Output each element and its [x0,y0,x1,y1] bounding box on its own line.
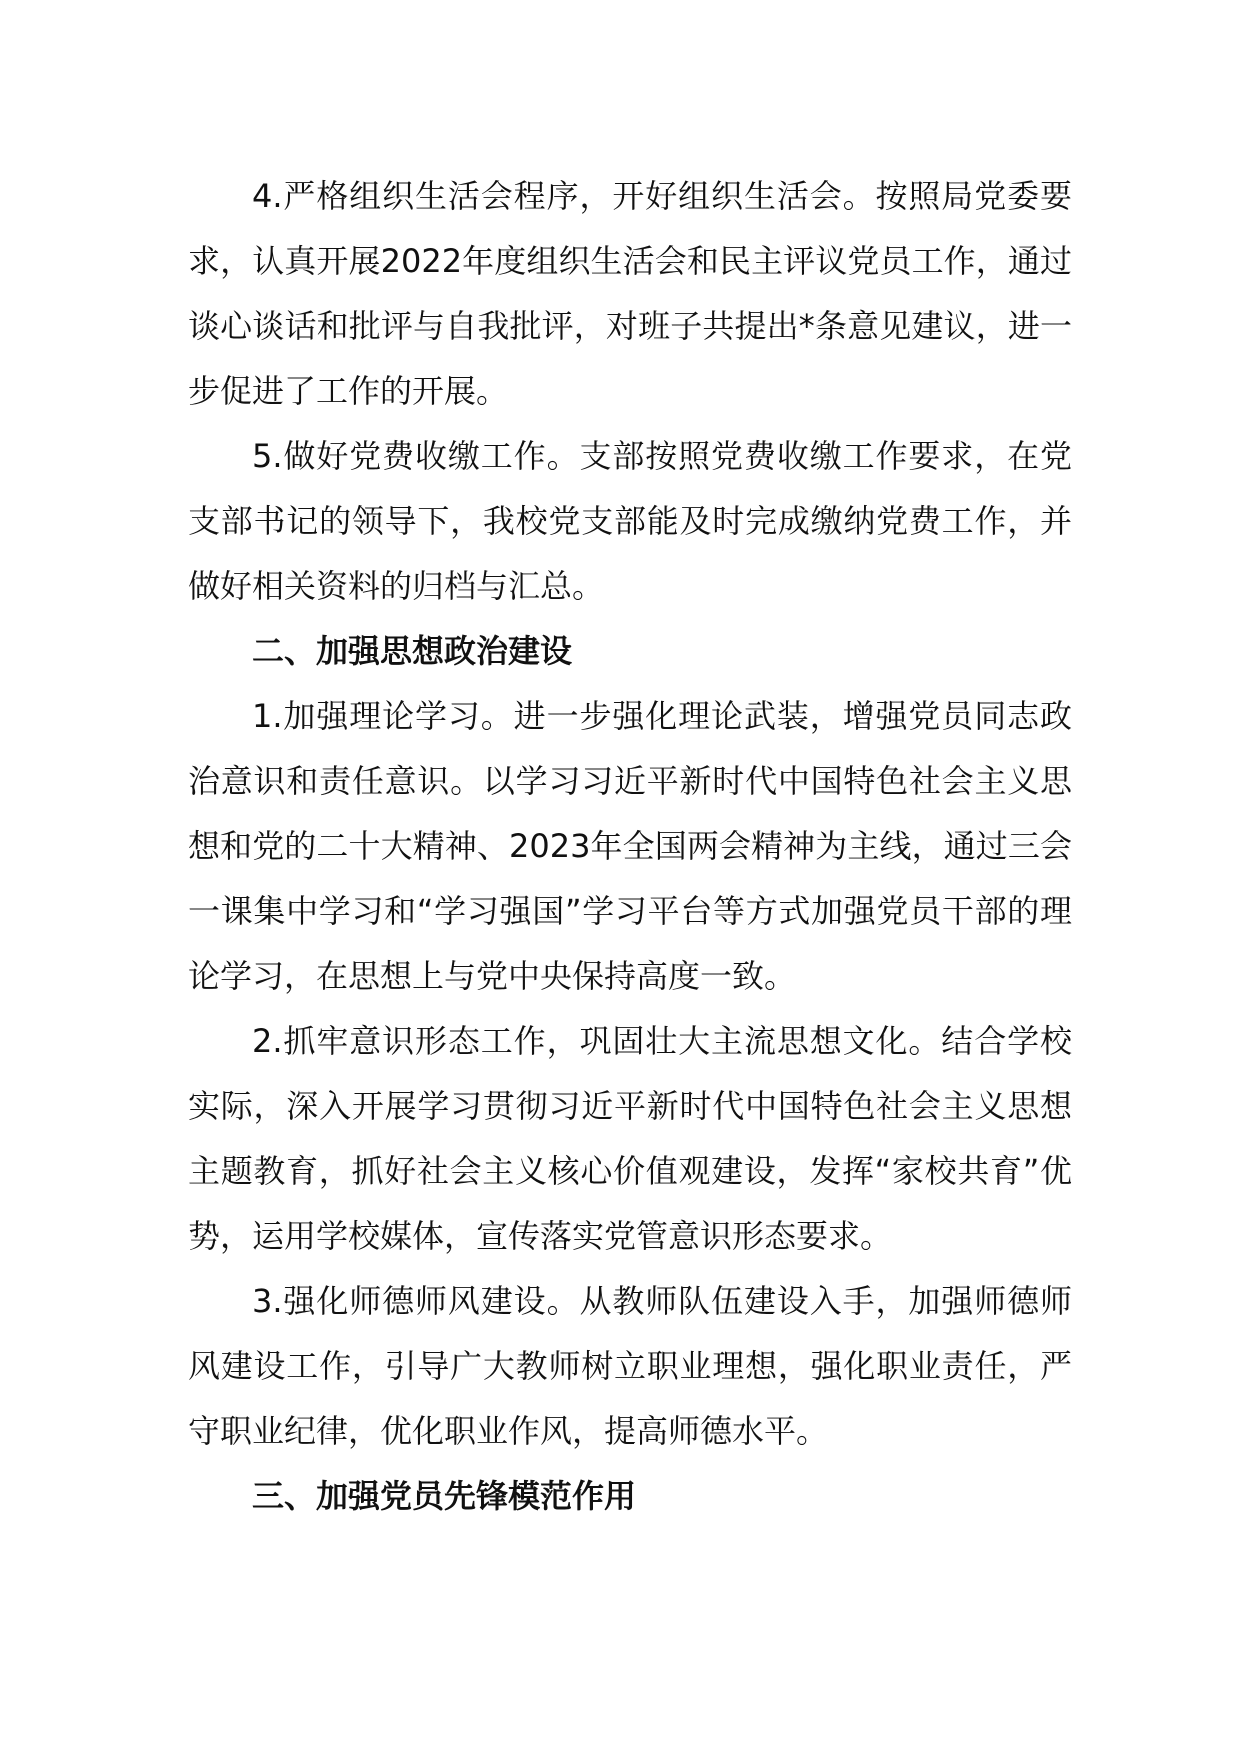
paragraph-teacher-ethics: 3.强化师德师风建设。从教师队伍建设入手，加强师德师风建设工作，引导广大教师树立职业理想，强化职业责任，严守职业纪律，优化职业作风，提高师德水平。 [188,1282,1072,1450]
paragraph-party-dues: 5.做好党费收缴工作。支部按照党费收缴工作要求，在党支部书记的领导下，我校党支部能及时完成缴纳党费工作，并做好相关资料的归档与汇总。 [188,437,1072,605]
document-body [188,164,1072,1529]
paragraph-ideology-work: 2.抓牢意识形态工作，巩固壮大主流思想文化。结合学校实际，深入开展学习贯彻习近平新时代中国特色社会主义思想主题教育，抓好社会主义核心价值观建设，发挥“家校共育”优势，运用学校媒体，宣传落实党管意识形态要求。 [188,1022,1072,1255]
heading-ideological-political-construction: 二、加强思想政治建设 [252,632,573,670]
paragraph-theory-study: 1.加强理论学习。进一步强化理论武装，增强党员同志政治意识和责任意识。以学习习近平新时代中国特色社会主义思想和党的二十大精神、2023年全国两会精神为主线，通过三会一课集中学习和“学习强国”学习平台等方式加强党员干部的理论学习，在思想上与党中央保持高度一致。 [188,697,1072,995]
heading-party-member-vanguard-role: 三、加强党员先锋模范作用 [252,1477,637,1515]
paragraph-organization-life-meeting: 4.严格组织生活会程序，开好组织生活会。按照局党委要求，认真开展2022年度组织生活会和民主评议党员工作，通过谈心谈话和批评与自我批评，对班子共提出*条意见建议，进一步促进了工作的开展。 [188,177,1072,410]
